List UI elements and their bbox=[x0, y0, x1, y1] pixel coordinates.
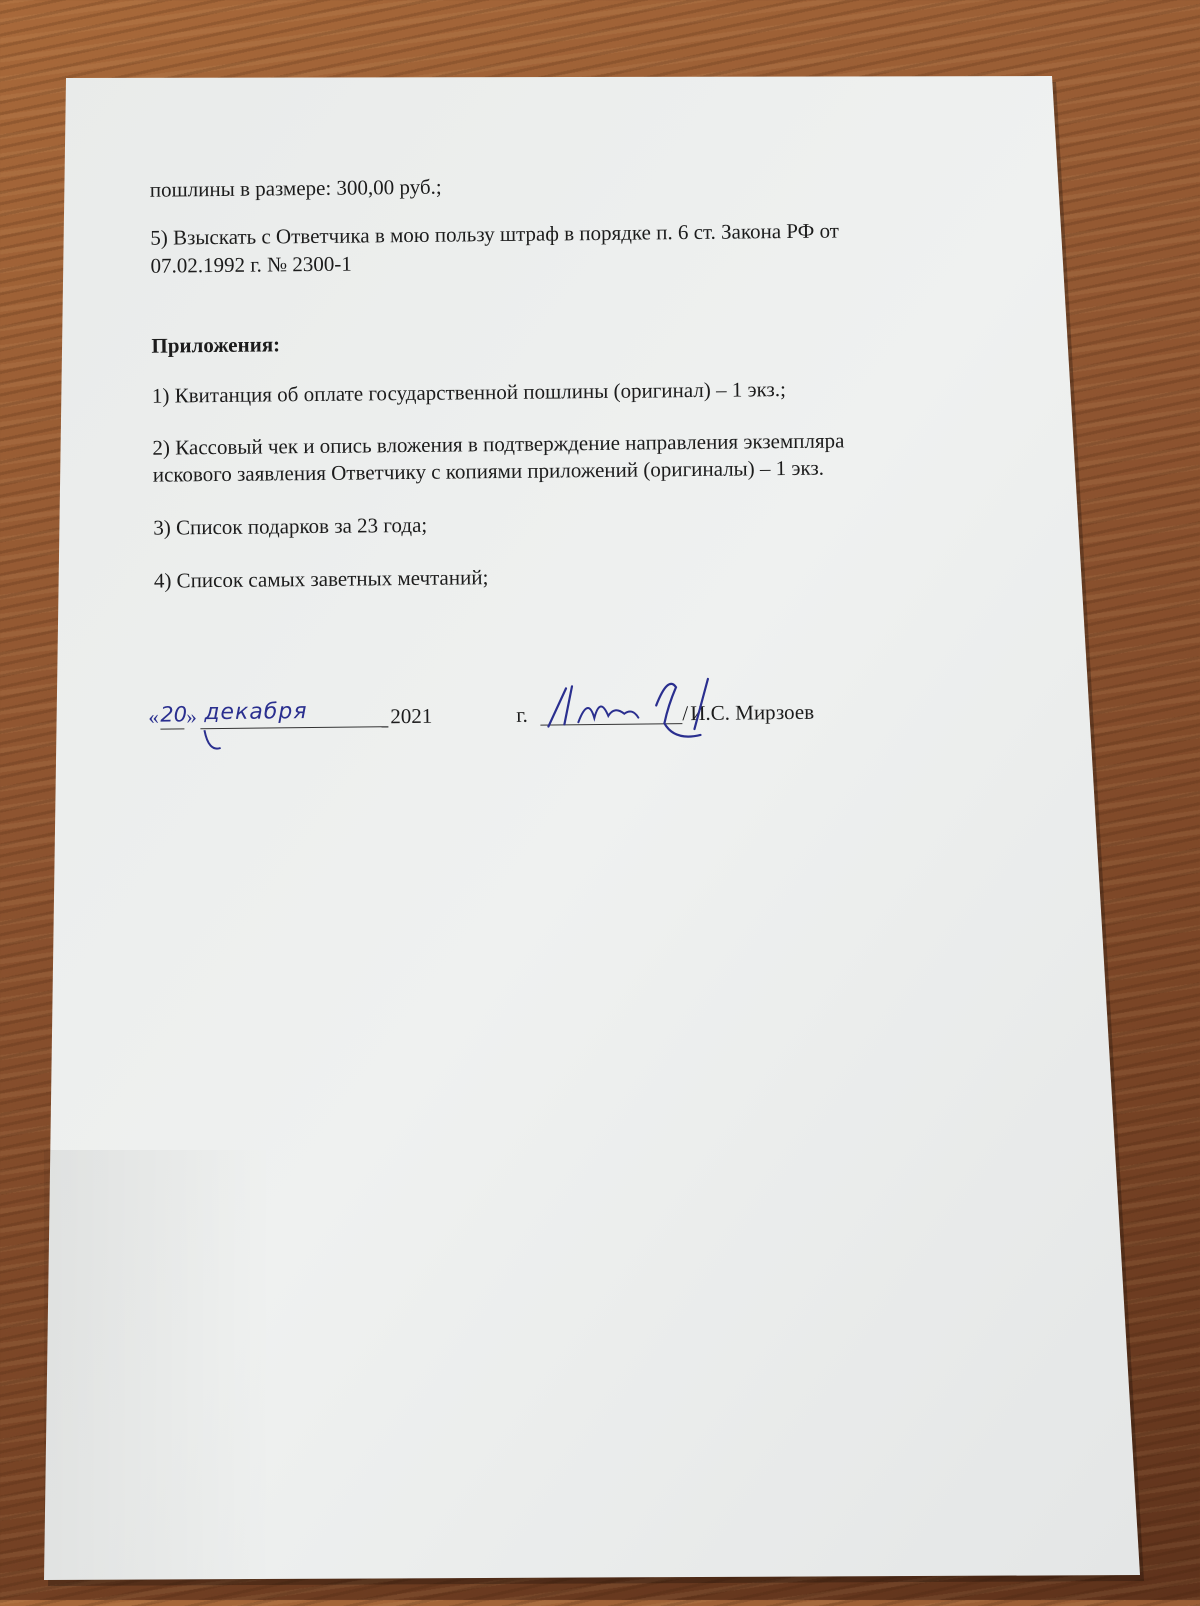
signature-ink bbox=[148, 663, 869, 751]
attachment-item: 2) Кассовый чек и опись вложения в подтверждение направления экземпляра bbox=[152, 428, 845, 460]
attachment-item: 3) Список подарков за 23 года; bbox=[153, 512, 428, 540]
attachments-heading: Приложения: bbox=[151, 332, 281, 358]
year-text: 2021 bbox=[390, 703, 433, 729]
quote-open: « bbox=[148, 704, 159, 729]
attachment-item: искового заявления Ответчику с копиями приложений (оригиналы) – 1 экз. bbox=[152, 455, 825, 487]
handwritten-day: 20 bbox=[160, 702, 188, 727]
text-line: пошлины в размере: 300,00 руб.; bbox=[149, 174, 442, 202]
signer-name: И.С. Мирзоев bbox=[690, 699, 815, 726]
quote-close: » bbox=[186, 704, 197, 729]
text-line: 07.02.1992 г. № 2300-1 bbox=[150, 251, 352, 278]
attachment-item: 4) Список самых заветных мечтаний; bbox=[153, 565, 489, 593]
attachment-item: 1) Квитанция об оплате государственной пошлины (оригинал) – 1 экз.; bbox=[151, 377, 786, 408]
handwritten-month: декабря bbox=[204, 699, 308, 726]
signature-block bbox=[148, 699, 869, 771]
text-line: 5) Взыскать с Ответчика в мою пользу штраф в порядке п. 6 ст. Закона РФ от bbox=[150, 218, 840, 250]
city-label: г. bbox=[516, 702, 528, 727]
slash: / bbox=[682, 701, 689, 726]
